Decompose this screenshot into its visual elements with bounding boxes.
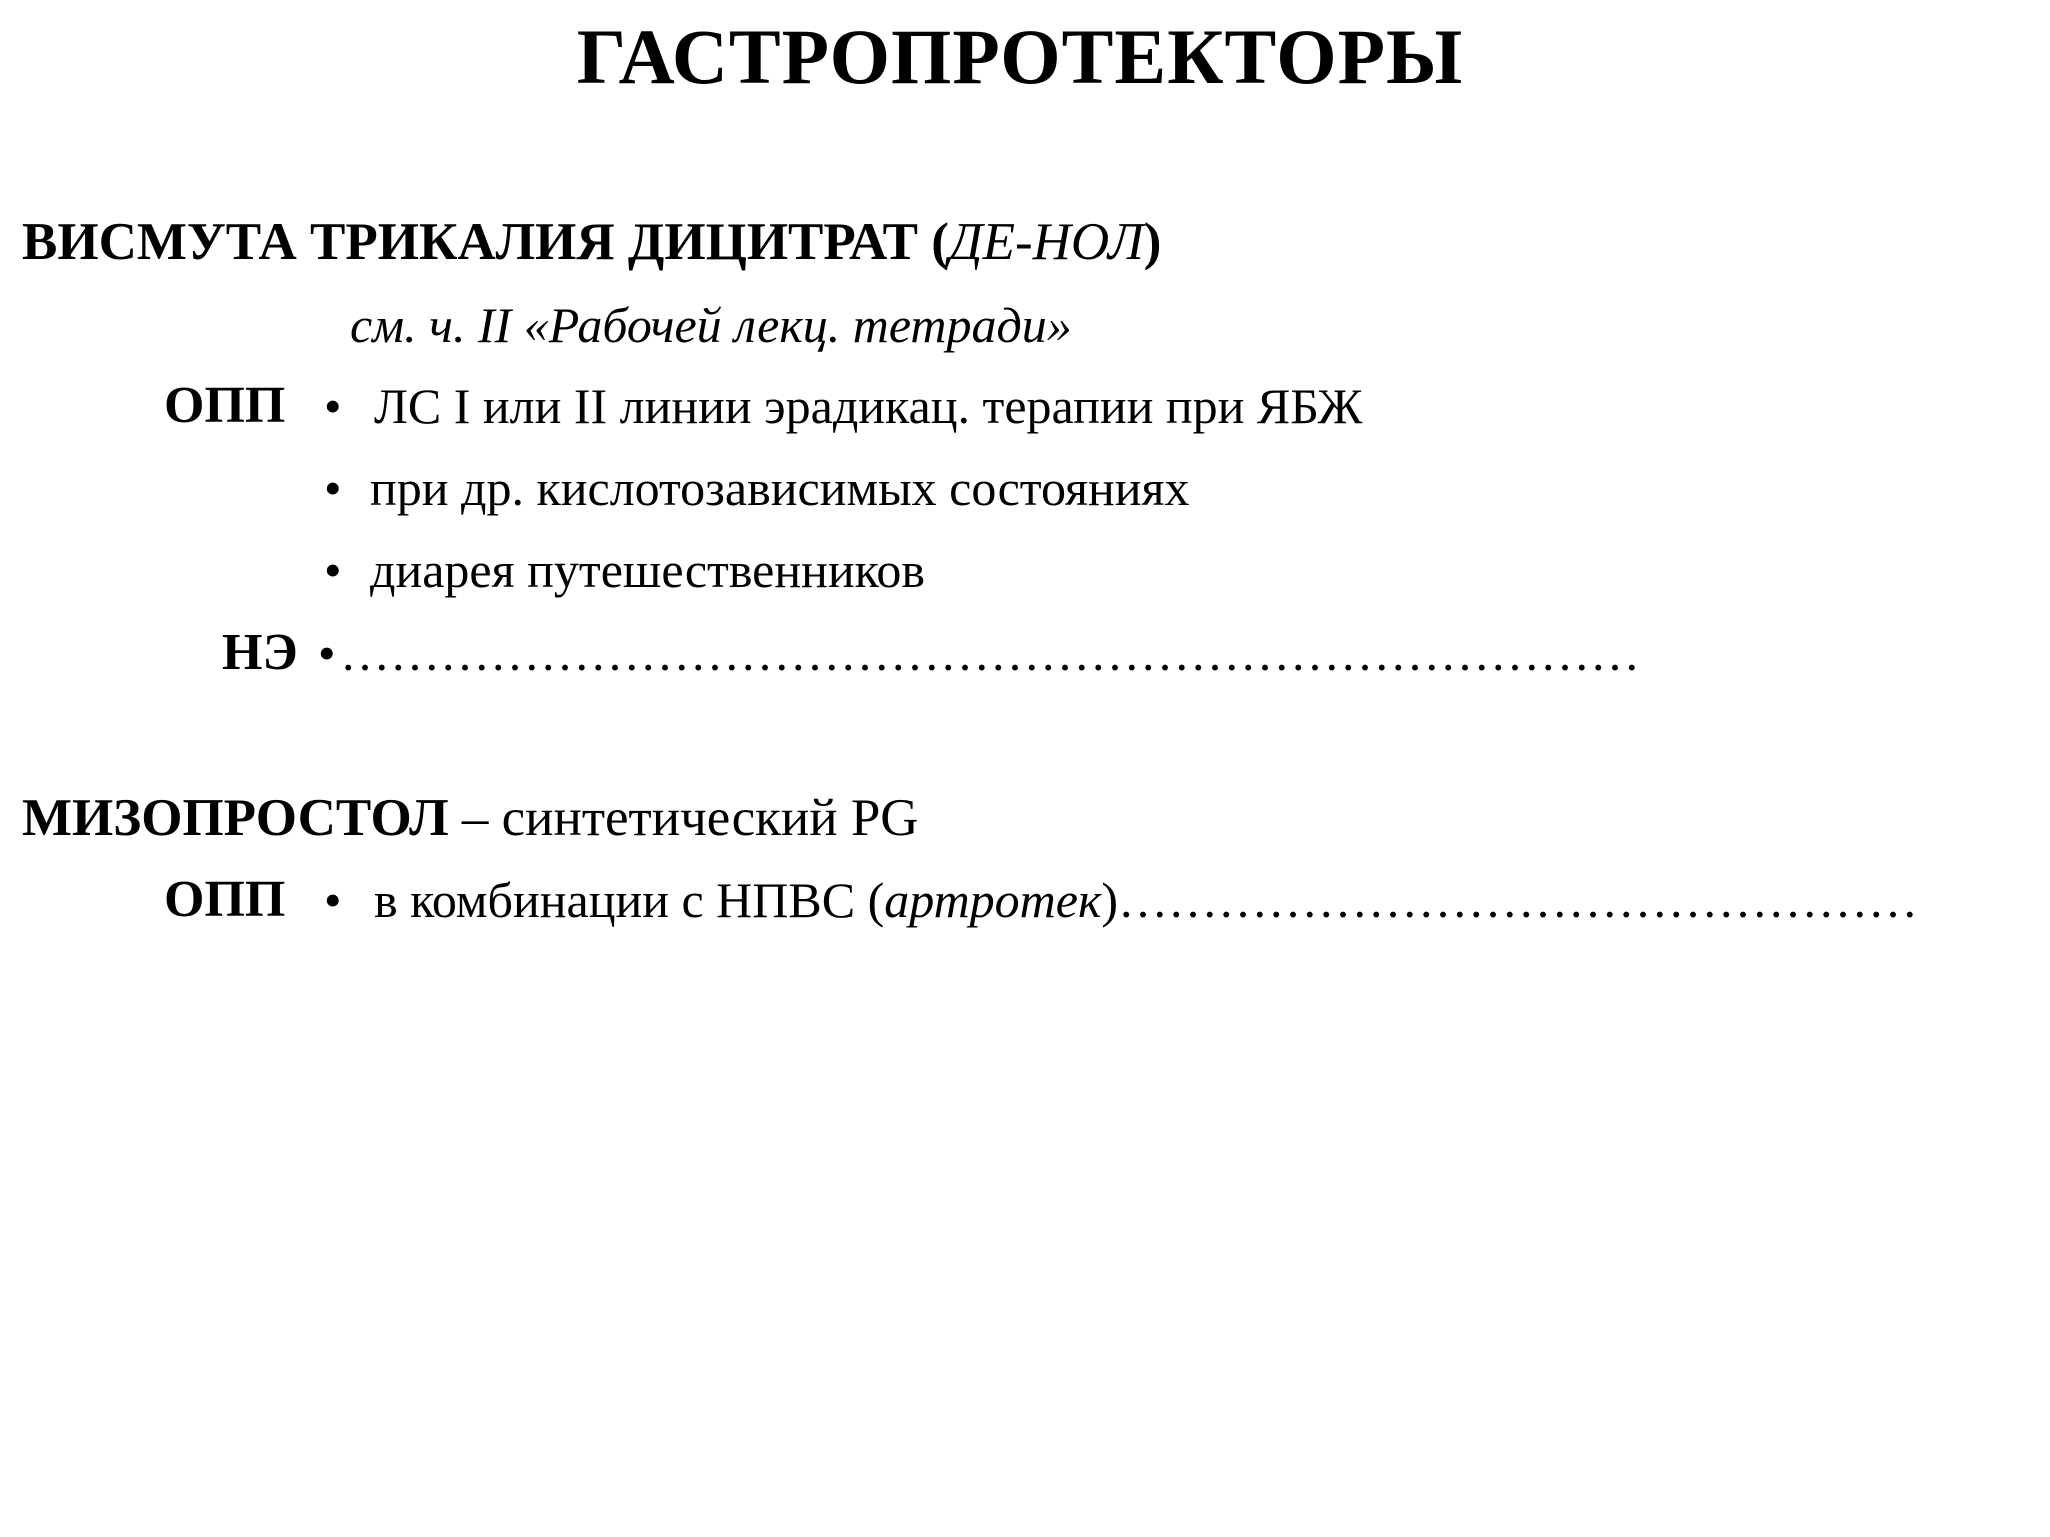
ne-dots: ……………………………………………………………………	[340, 625, 1640, 681]
bismuth-paren-close: )	[1143, 213, 1162, 271]
indication-2: при др. кислотозависимых состояниях	[370, 460, 1190, 516]
bismuth-ne-label: НЭ	[222, 624, 298, 681]
bismuth-name: ВИСМУТА ТРИКАЛИЯ ДИЦИТРАТ	[22, 213, 918, 271]
bismuth-reference: см. ч. II «Рабочей лекц. тетради»	[350, 297, 1072, 353]
bullet-1: •	[324, 378, 342, 434]
misoprostol-item-dots: …………………………………………	[1118, 872, 1919, 928]
misoprostol-bullet: •	[324, 872, 342, 928]
misoprostol-desc: – синтетический PG	[448, 789, 919, 847]
bismuth-paren-open: (	[931, 213, 949, 271]
misoprostol-heading	[22, 789, 919, 847]
misoprostol-indication	[374, 872, 1919, 928]
misoprostol-name: МИЗОПРОСТОЛ	[22, 789, 449, 847]
misoprostol-item-brand: артротек	[884, 872, 1102, 928]
bismuth-brand: ДЕ-НОЛ	[948, 213, 1144, 271]
misoprostol-item-prefix: в комбинации с НПВС (	[374, 872, 885, 928]
bismuth-heading	[22, 213, 1162, 271]
bullet-2: •	[324, 460, 342, 516]
misoprostol-item-suffix: )	[1101, 872, 1119, 928]
indication-3: диарея путешественников	[370, 542, 926, 598]
bullet-3: •	[324, 542, 342, 598]
page-title: ГАСТРОПРОТЕКТОРЫ	[576, 13, 1464, 100]
ne-bullet: •	[318, 625, 336, 681]
bismuth-opp-label: ОПП	[164, 377, 286, 434]
misoprostol-opp-label: ОПП	[164, 871, 286, 928]
indication-1: ЛС I или II линии эрадикац. терапии при ЯБЖ	[374, 378, 1363, 434]
